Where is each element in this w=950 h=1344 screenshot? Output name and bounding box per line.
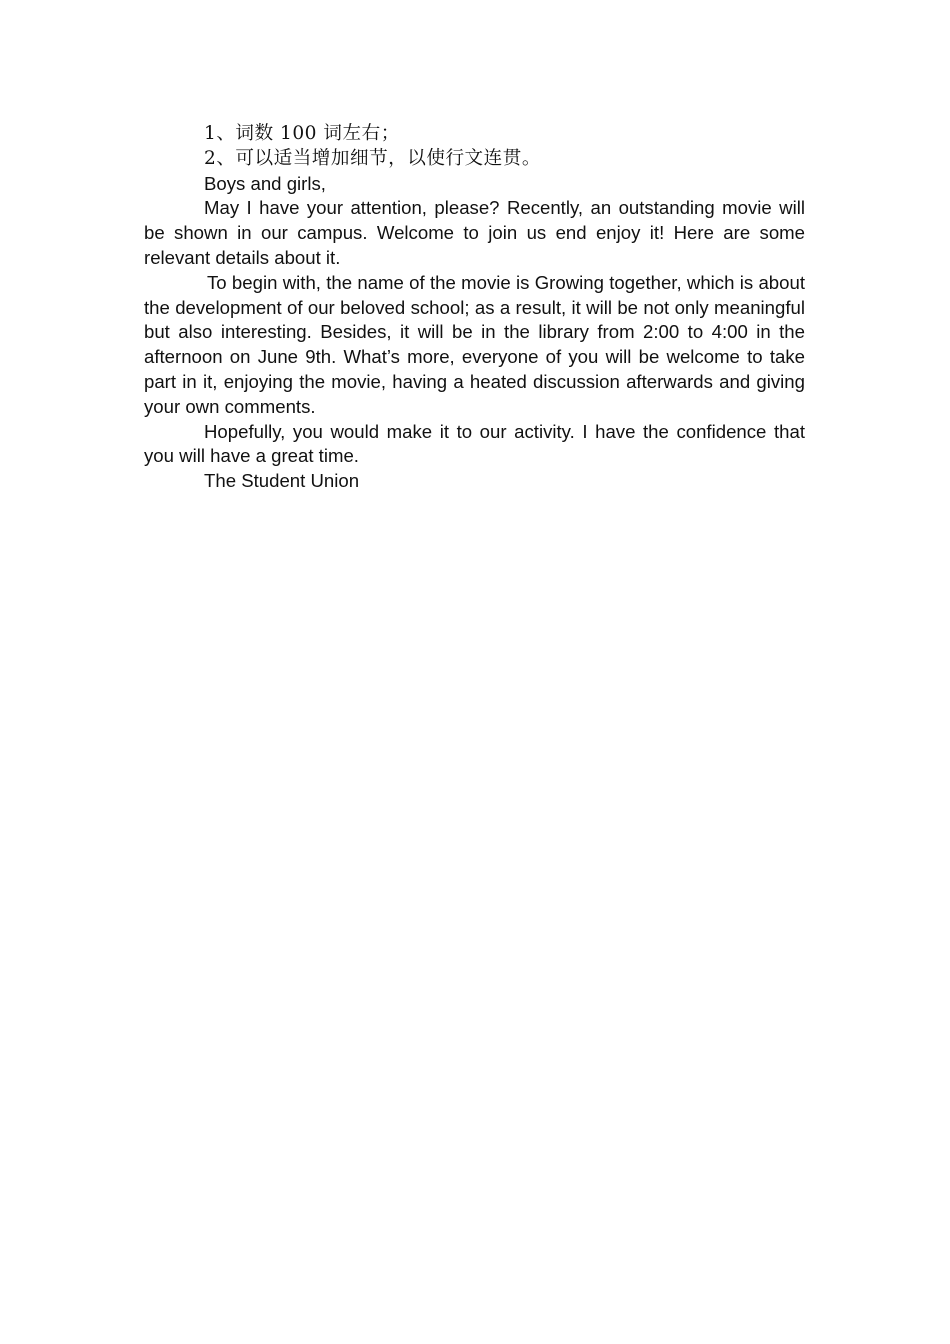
- paragraph-closing: Hopefully, you would make it to our activity. I have the confidence that you will have a great time.: [144, 420, 805, 467]
- requirement-line-2: 2、可以适当增加细节，以使行文连贯。: [204, 147, 541, 169]
- paragraph-details: To begin with, the name of the movie is Growing together, which is about the development of our beloved school; as a result, it will be not only meaningful but also interesting. Besides, it will be in the library from 2:00 to 4:00 in the afternoon on June 9th. What’s more, everyone of you will be welcome to take part in it, enjoying the movie, having a heated discussion afterwards and giving your own comments.: [144, 271, 805, 417]
- requirement-line-1: 1、词数 100 词左右；: [204, 123, 400, 144]
- signature-line: The Student Union: [204, 470, 360, 492]
- document-body: [144, 122, 805, 494]
- paragraph-intro: May I have your attention, please? Recently, an outstanding movie will be shown in our campus. Welcome to join us end enjoy it! Here are some relevant details about it.: [144, 197, 805, 268]
- greeting-line: Boys and girls,: [204, 172, 326, 194]
